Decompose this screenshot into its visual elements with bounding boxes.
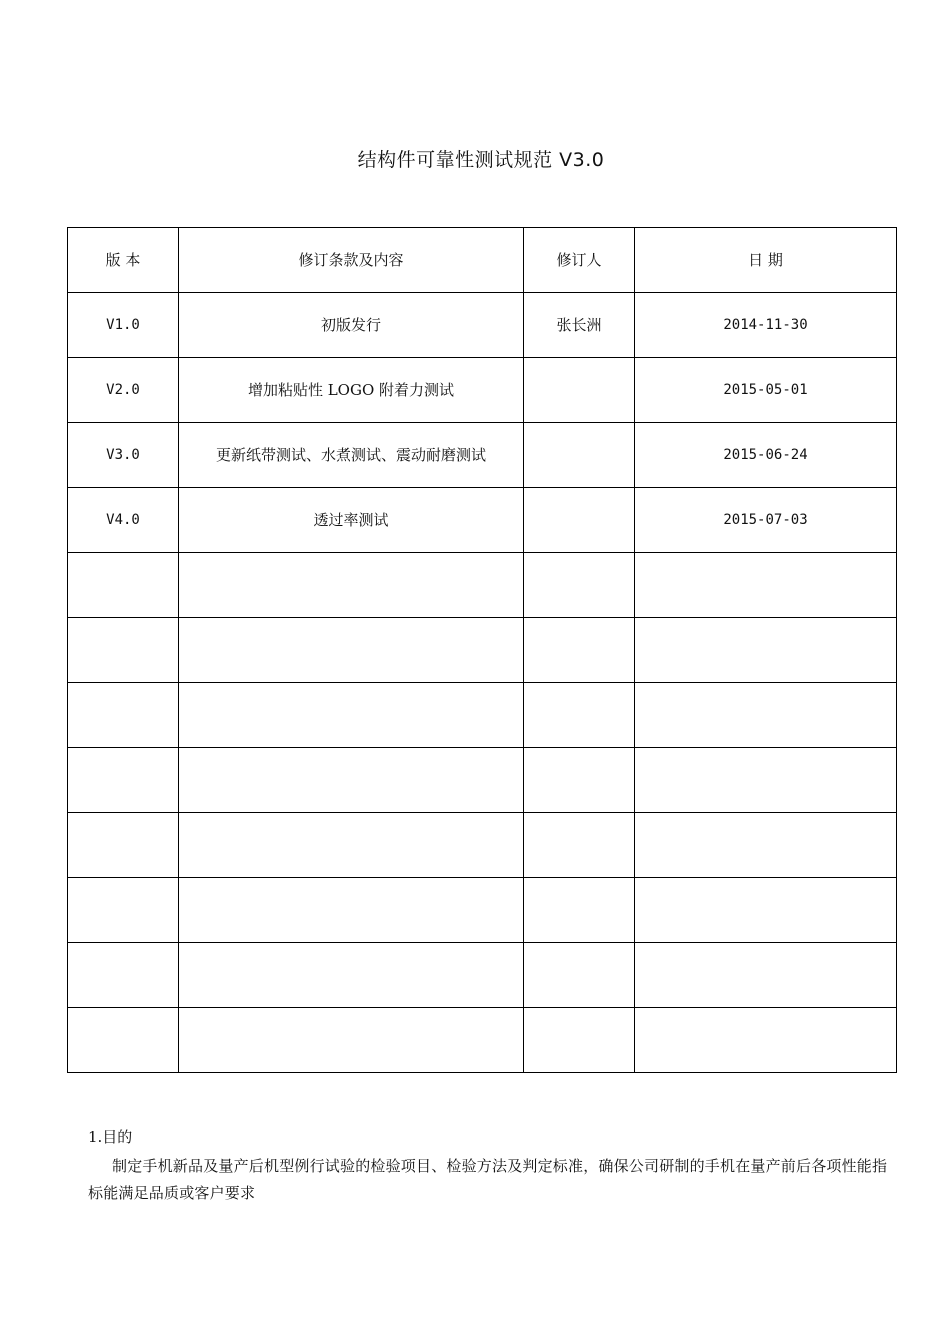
cell-date [635,813,897,878]
cell-version [68,683,179,748]
revision-history-table [67,227,897,1073]
cell-content [179,683,524,748]
cell-content [179,748,524,813]
cell-version [68,748,179,813]
cell-reviser [524,878,635,943]
table-row-empty [68,878,897,943]
cell-content [179,553,524,618]
cell-reviser: 张长洲 [524,293,635,358]
cell-reviser [524,683,635,748]
table-row [68,358,897,423]
cell-reviser [524,488,635,553]
header-version: 版 本 [68,228,179,293]
table-row-empty [68,813,897,878]
header-revision-content: 修订条款及内容 [179,228,524,293]
cell-content [179,618,524,683]
cell-reviser [524,423,635,488]
cell-reviser [524,358,635,423]
cell-date [635,748,897,813]
header-reviser: 修订人 [524,228,635,293]
cell-date [635,943,897,1008]
table-row [68,488,897,553]
cell-reviser [524,618,635,683]
cell-content: 初版发行 [179,293,524,358]
table-row-empty [68,683,897,748]
cell-reviser [524,553,635,618]
table-row-empty [68,618,897,683]
cell-version: V1.0 [68,293,179,358]
table-header-row [68,228,897,293]
cell-version [68,878,179,943]
cell-date [635,618,897,683]
cell-content: 增加粘贴性 LOGO 附着力测试 [179,358,524,423]
cell-date: 2015-06-24 [635,423,897,488]
document-title: 结构件可靠性测试规范 V3.0 [357,149,605,171]
section-heading-purpose: 1.目的 [88,1128,133,1146]
table-row [68,293,897,358]
cell-reviser [524,748,635,813]
cell-date: 2015-05-01 [635,358,897,423]
table-row-empty [68,1008,897,1073]
cell-content: 透过率测试 [179,488,524,553]
cell-version [68,618,179,683]
table-row [68,423,897,488]
cell-version: V3.0 [68,423,179,488]
cell-version: V2.0 [68,358,179,423]
cell-content: 更新纸带测试、水煮测试、震动耐磨测试 [179,423,524,488]
cell-date: 2014-11-30 [635,293,897,358]
table-row-empty [68,748,897,813]
cell-version [68,553,179,618]
cell-date [635,878,897,943]
header-date: 日 期 [635,228,897,293]
cell-content [179,943,524,1008]
section-body-purpose: 制定手机新品及量产后机型例行试验的检验项目、检验方法及判定标准，确保公司研制的手机在量产前后各项性能指标能满足品质或客户要求 [88,1157,888,1202]
table-row-empty [68,553,897,618]
cell-reviser [524,813,635,878]
cell-content [179,1008,524,1073]
cell-reviser [524,1008,635,1073]
cell-version [68,813,179,878]
cell-date [635,553,897,618]
cell-date: 2015-07-03 [635,488,897,553]
cell-version [68,943,179,1008]
cell-date [635,1008,897,1073]
cell-reviser [524,943,635,1008]
cell-content [179,878,524,943]
cell-content [179,813,524,878]
cell-date [635,683,897,748]
cell-version [68,1008,179,1073]
cell-version: V4.0 [68,488,179,553]
table-row-empty [68,943,897,1008]
